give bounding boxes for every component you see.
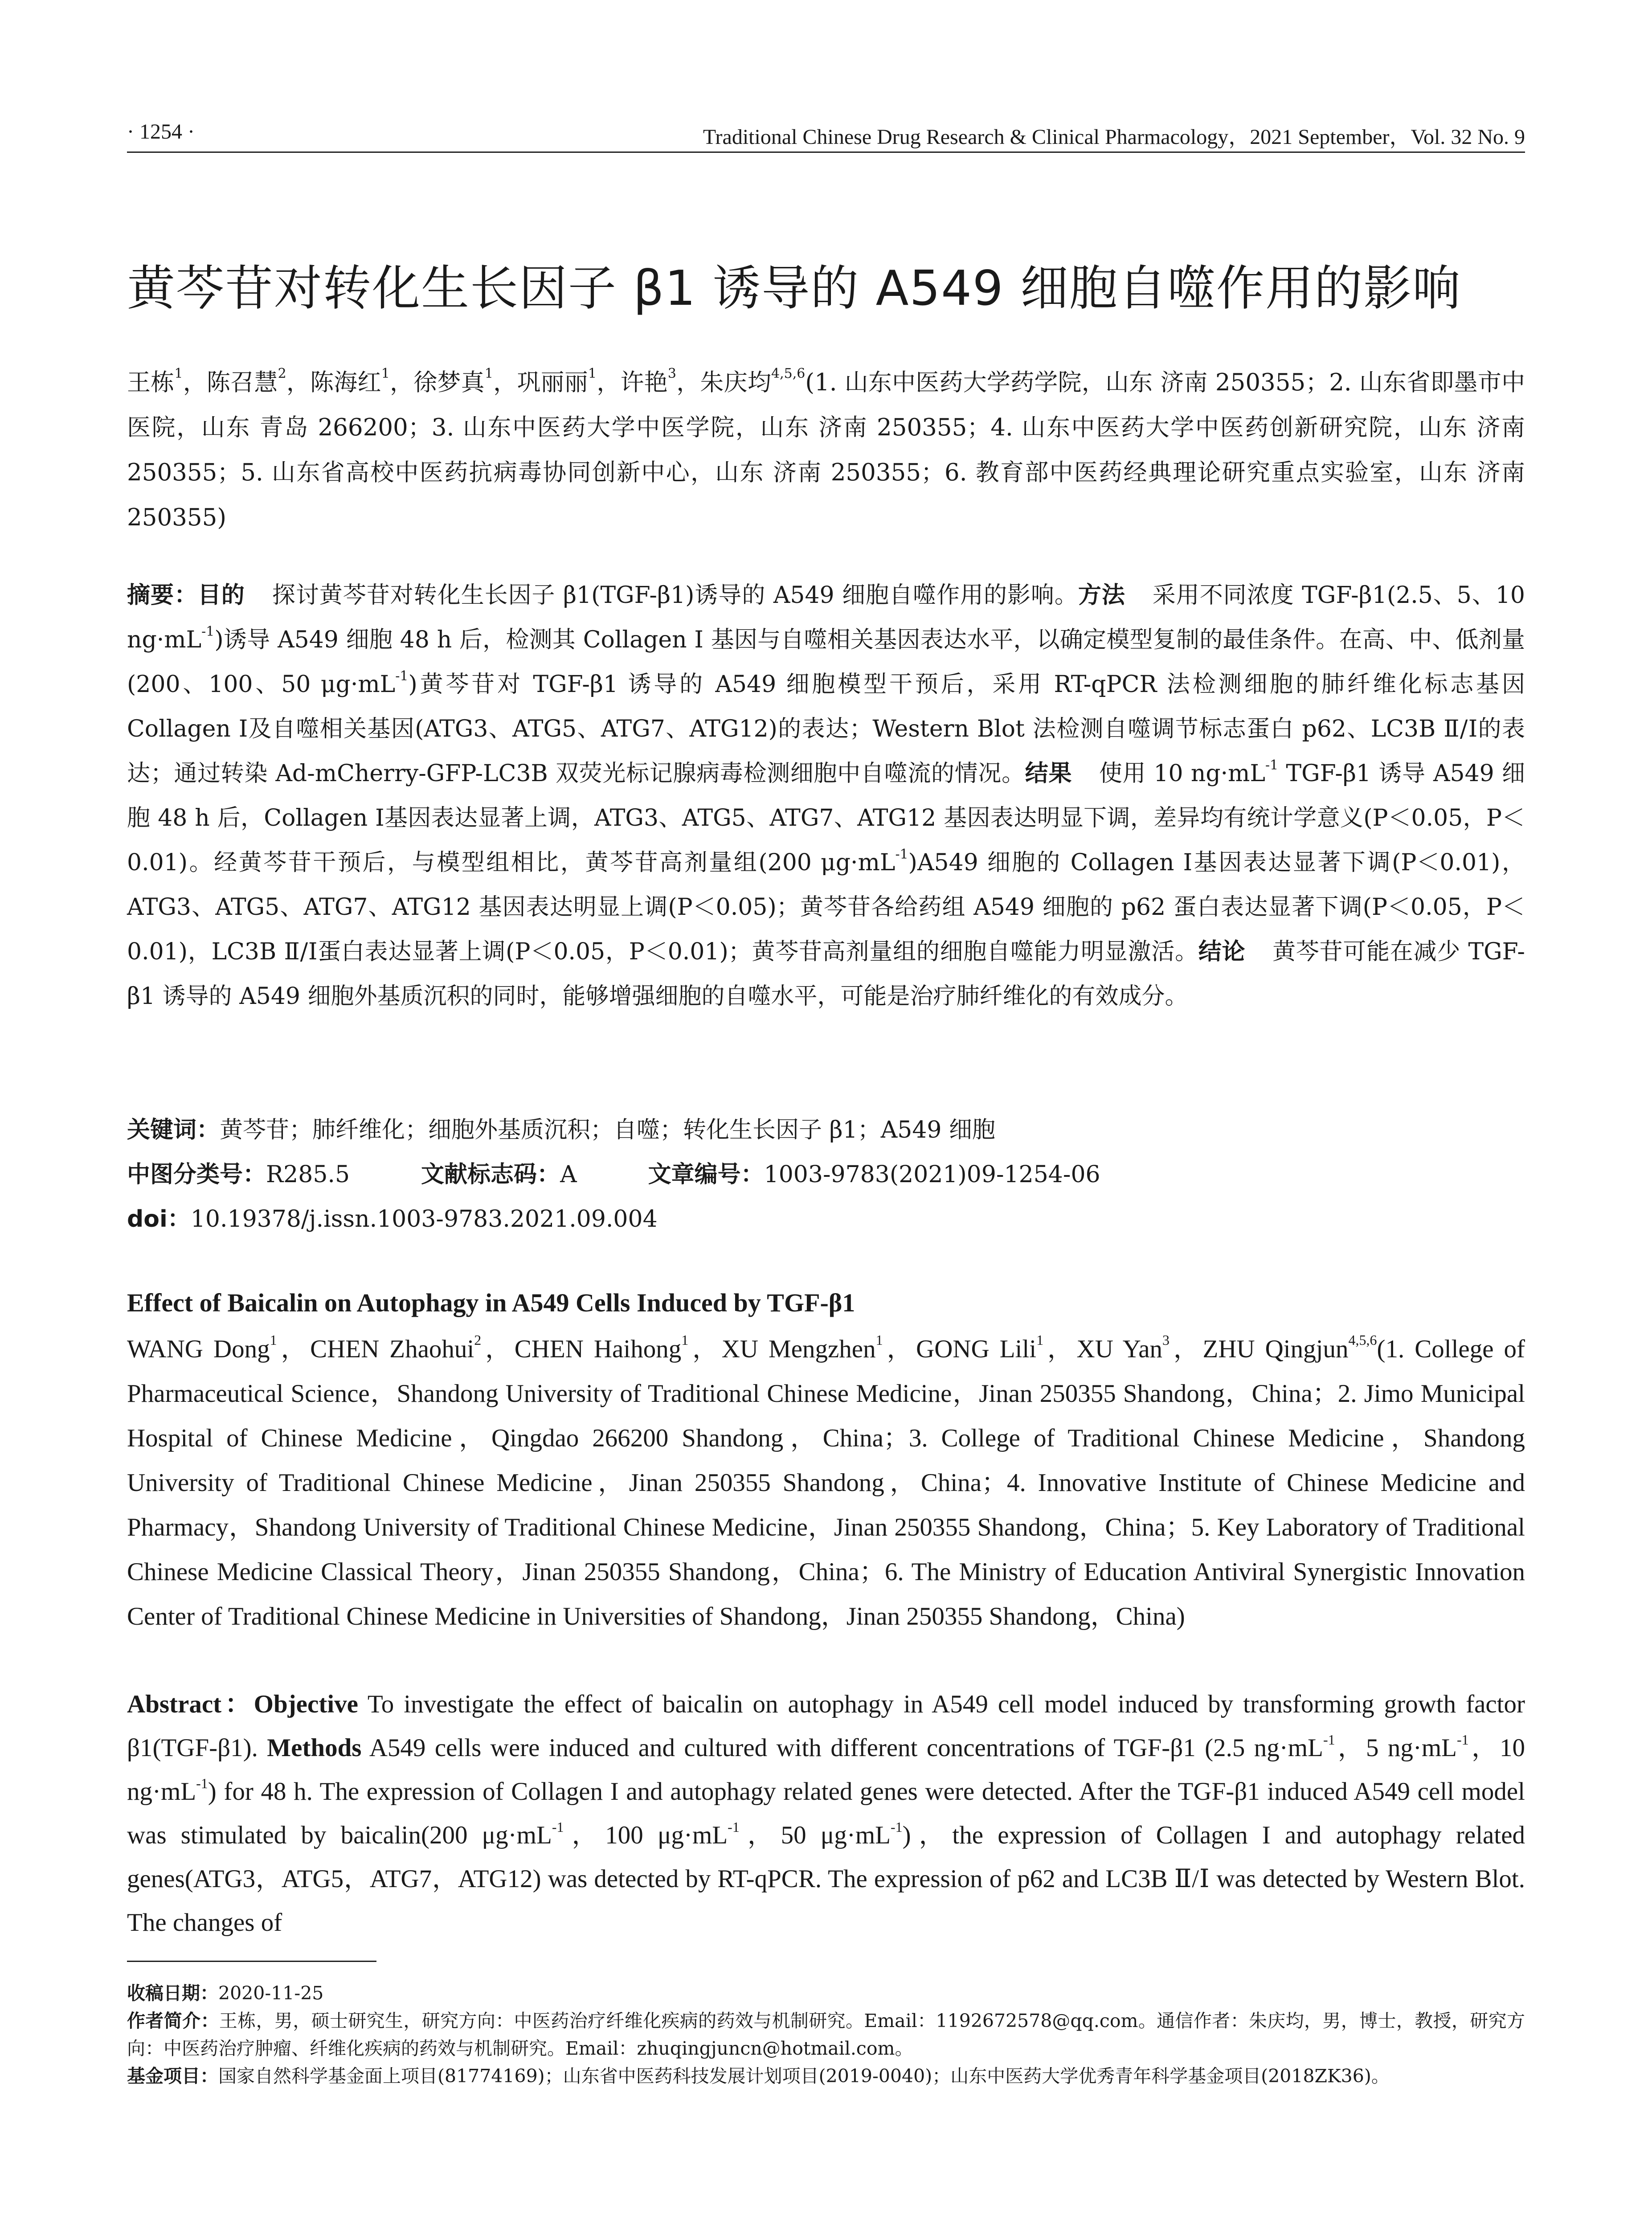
- objective-en-text: To investigate the effect of baicalin on autophagy in A549 cell model induced by transforming growth factor β1(TGF-β1).: [127, 1690, 1525, 1762]
- methods-text: 采用不同浓度 TGF-β1(2.5、5、10 ng·mL: [127, 582, 1525, 653]
- funding-label: 基金项目：: [127, 2065, 218, 2087]
- classification-line: [127, 1152, 1525, 1197]
- results-label: 结果: [1025, 760, 1072, 787]
- author-name: ，CHEN Haihong: [481, 1335, 682, 1363]
- footnote-rule: [127, 1961, 376, 1962]
- doc-code-label: 文献标志码：: [421, 1161, 560, 1188]
- clc-value: R285.5: [266, 1161, 350, 1188]
- author-name: ，GONG Lili: [883, 1335, 1037, 1363]
- author-name: ，许艳: [597, 369, 668, 396]
- keywords: [127, 1108, 1525, 1152]
- superscript: -1: [1457, 1732, 1469, 1748]
- doc-code-value: A: [560, 1161, 577, 1188]
- article-number-value: 1003-9783(2021)09-1254-06: [764, 1161, 1100, 1188]
- footnote-funding: [127, 2062, 1525, 2090]
- author-affiliation-mark: 1: [588, 366, 597, 381]
- methods-en-label: Methods: [267, 1734, 362, 1762]
- clc-label: 中图分类号：: [127, 1161, 266, 1188]
- article-title: 黄芩苷对转化生长因子 β1 诱导的 A549 细胞自噬作用的影响: [127, 261, 1461, 316]
- author-affiliation-mark: 1: [681, 1332, 689, 1348]
- methods-label: 方法: [1078, 582, 1125, 609]
- abstract-en-label: Abstract：: [127, 1690, 254, 1718]
- superscript: -1: [890, 1819, 903, 1835]
- author-affiliation-mark: 4,5,6: [771, 366, 806, 381]
- author-name: ，CHEN Zhaohui: [277, 1335, 474, 1363]
- header-rule: [127, 152, 1525, 153]
- author-affiliation-mark: 2: [278, 366, 286, 381]
- english-title: Effect of Baicalin on Autophagy in A549 Cells Induced by TGF-β1: [127, 1288, 855, 1317]
- abstract-label: 摘要：: [127, 582, 198, 609]
- author-name: ，XU Mengzhen: [688, 1335, 876, 1363]
- objective-en-label: Objective: [254, 1690, 358, 1718]
- objective-text: 探讨黄芩苷对转化生长因子 β1(TGF-β1)诱导的 A549 细胞自噬作用的影响。: [271, 582, 1078, 609]
- results-text: 使用 10 ng·mL: [1099, 760, 1265, 787]
- superscript: -1: [1265, 758, 1279, 773]
- author-affiliation-mark: 2: [474, 1332, 482, 1348]
- author-affiliation-mark: 1: [381, 366, 390, 381]
- author-affiliation-mark: 1: [174, 366, 183, 381]
- article-number-label: 文章编号：: [648, 1161, 764, 1188]
- author-name: ，朱庆均: [676, 369, 772, 396]
- keywords-label: 关键词：: [127, 1117, 220, 1143]
- methods-en-text: ，100 μg·mL: [564, 1821, 728, 1849]
- methods-en-text: ，10 ng·mL: [127, 1734, 1525, 1806]
- author-name: ，陈海红: [286, 369, 381, 396]
- superscript: -1: [552, 1819, 564, 1835]
- footnotes: [127, 1979, 1525, 2090]
- superscript: -1: [201, 624, 215, 639]
- abstract-cn: [127, 573, 1525, 1019]
- author-name: ，巩丽丽: [493, 369, 588, 396]
- author-affiliation-mark: 3: [1162, 1332, 1170, 1348]
- superscript: -1: [395, 668, 409, 684]
- page-number: · 1254 ·: [127, 120, 195, 143]
- results-text: )A549 细胞的 Collagen Ⅰ基因表达显著下调(P＜0.01)，ATG3、ATG5、ATG7、ATG12 基因表达明显上调(P＜0.05)；黄芩苷各给药组 A549 细胞的 p62 蛋白表达显著下调(P＜0.05，P＜0.01)，LC3B Ⅱ/Ⅰ蛋白表达显著上调(P＜0.05，P＜0.01)；黄芩苷高剂量组的细胞自噬能力明显激活。: [127, 849, 1525, 965]
- conclusion-text: 黄芩苷可能在减少 TGF-β1 诱导的 A549 细胞外基质沉积的同时，能够增强细胞的自噬水平，可能是治疗肺纤维化的有效成分。: [127, 938, 1525, 1010]
- doi-label: doi：: [127, 1206, 191, 1233]
- footnote-received: [127, 1979, 1525, 2007]
- methods-text: )诱导 A549 细胞 48 h 后，检测其 Collagen I 基因与自噬相关基因表达水平，以确定模型复制的最佳条件。在高、中、低剂量(200、100、50 μg·mL: [127, 627, 1525, 698]
- author-name: ，ZHU Qingjun: [1169, 1335, 1349, 1363]
- superscript: -1: [895, 847, 908, 862]
- objective-label: 目的: [197, 582, 245, 609]
- affiliations-en: (1. College of Pharmaceutical Science，Shandong University of Traditional Chinese Medicine，Jinan 250355 Shandong，China；2. Jimo Municipal Hospital of Chinese Medicine，Qingdao 266200 Shandong，China；3. College of Traditional Chinese Medicine，Shandong University of Traditional Chinese Medicine，Jinan 250355 Shandong，China；4. Innovative Institute of Chinese Medicine and Pharmacy，Shandong University of Traditional Chinese Medicine，Jinan 250355 Shandong，China；5. Key Laboratory of Traditional Chinese Medicine Classical Theory，Jinan 250355 Shandong，China；6. The Ministry of Education Antiviral Synergistic Innovation Center of Traditional Chinese Medicine in Universities of Shandong，Jinan 250355 Shandong，China): [127, 1335, 1525, 1630]
- abstract-en: [127, 1683, 1525, 1945]
- author-affiliation-mark: 1: [875, 1332, 883, 1348]
- received-date: 2020-11-25: [218, 1982, 324, 2004]
- author-bio-text: 王栋，男，硕士研究生，研究方向：中医药治疗纤维化疾病的药效与机制研究。Email：1192672578@qq.com。通信作者：朱庆均，男，博士，教授，研究方向：中医药治疗肿瘤、纤维化疾病的药效与机制研究。Email：zhuqingjuncn@hotmail.com。: [127, 2010, 1525, 2059]
- methods-en-text: ，5 ng·mL: [1335, 1734, 1457, 1762]
- methods-text: )黄芩苷对 TGF-β1 诱导的 A549 细胞模型干预后，采用 RT-qPCR 法检测细胞的肺纤维化标志基因 Collagen Ⅰ及自噬相关基因(ATG3、ATG5、ATG7、ATG12)的表达；Western Blot 法检测自噬调节标志蛋白 p62、LC3B Ⅱ/Ⅰ的表达；通过转染 Ad-mCherry-GFP-LC3B 双荧光标记腺病毒检测细胞中自噬流的情况。: [127, 671, 1525, 787]
- doi-value[interactable]: 10.19378/j.issn.1003-9783.2021.09.004: [190, 1206, 658, 1233]
- author-name: ，XU Yan: [1043, 1335, 1163, 1363]
- superscript: -1: [1323, 1732, 1335, 1748]
- doi-line: [127, 1197, 1525, 1241]
- author-name: WANG Dong: [127, 1335, 270, 1363]
- author-affiliation-mark: 4,5,6: [1348, 1332, 1377, 1348]
- affiliations-cn: (1. 山东中医药大学药学院，山东 济南 250355；2. 山东省即墨市中医院，山东 青岛 266200；3. 山东中医药大学中医学院，山东 济南 250355；4. 山东中医药大学中医药创新研究院，山东 济南 250355；5. 山东省高校中医药抗病毒协同创新中心，山东 济南 250355；6. 教育部中医药经典理论研究重点实验室，山东 济南 250355): [127, 369, 1525, 531]
- authors-cn: [127, 360, 1525, 540]
- author-affiliation-mark: 1: [1036, 1332, 1044, 1348]
- superscript: -1: [728, 1819, 740, 1835]
- author-affiliation-mark: 1: [270, 1332, 277, 1348]
- received-label: 收稿日期：: [127, 1982, 218, 2004]
- author-affiliation-mark: 1: [484, 366, 493, 381]
- conclusion-label: 结论: [1198, 938, 1246, 965]
- methods-en-text: ，50 μg·mL: [739, 1821, 891, 1849]
- keywords-text: 黄芩苷；肺纤维化；细胞外基质沉积；自噬；转化生长因子 β1；A549 细胞: [220, 1117, 996, 1143]
- footnote-author-bio: [127, 2007, 1525, 2062]
- methods-en-text: ) for 48 h. The expression of Collagen I and autophagy related genes were detected. After the TGF-β1 induced A549 cell model was stimulated by baicalin(200 μg·mL: [127, 1777, 1525, 1849]
- authors-en: [127, 1327, 1525, 1639]
- author-bio-label: 作者简介：: [127, 2010, 219, 2031]
- methods-en-text: A549 cells were induced and cultured with different concentrations of TGF-β1 (2.5 ng·mL: [361, 1734, 1323, 1762]
- journal-info: Traditional Chinese Drug Research & Clinical Pharmacology，2021 September，Vol. 32 No. 9: [703, 125, 1525, 149]
- methods-en-text: )，the expression of Collagen I and autophagy related genes(ATG3，ATG5，ATG7，ATG12) was detected by RT-qPCR. The expression of p62 and LC3B Ⅱ/Ⅰ was detected by Western Blot. The changes of: [127, 1821, 1525, 1937]
- author-affiliation-mark: 3: [667, 366, 676, 381]
- author-name: ，陈召慧: [183, 369, 278, 396]
- author-name: 王栋: [127, 369, 175, 396]
- superscript: -1: [196, 1775, 208, 1791]
- results-text: TGF-β1 诱导 A549 细胞 48 h 后，Collagen Ⅰ基因表达显著上调，ATG3、ATG5、ATG7、ATG12 基因表达明显下调，差异均有统计学意义(P＜0.05，P＜0.01)。经黄芩苷干预后，与模型组相比，黄芩苷高剂量组(200 μg·mL: [127, 760, 1525, 876]
- running-header: [127, 117, 1525, 152]
- funding-text: 国家自然科学基金面上项目(81774169)；山东省中医药科技发展计划项目(2019-0040)；山东中医药大学优秀青年科学基金项目(2018ZK36)。: [218, 2065, 1390, 2087]
- author-name: ，徐梦真: [389, 369, 485, 396]
